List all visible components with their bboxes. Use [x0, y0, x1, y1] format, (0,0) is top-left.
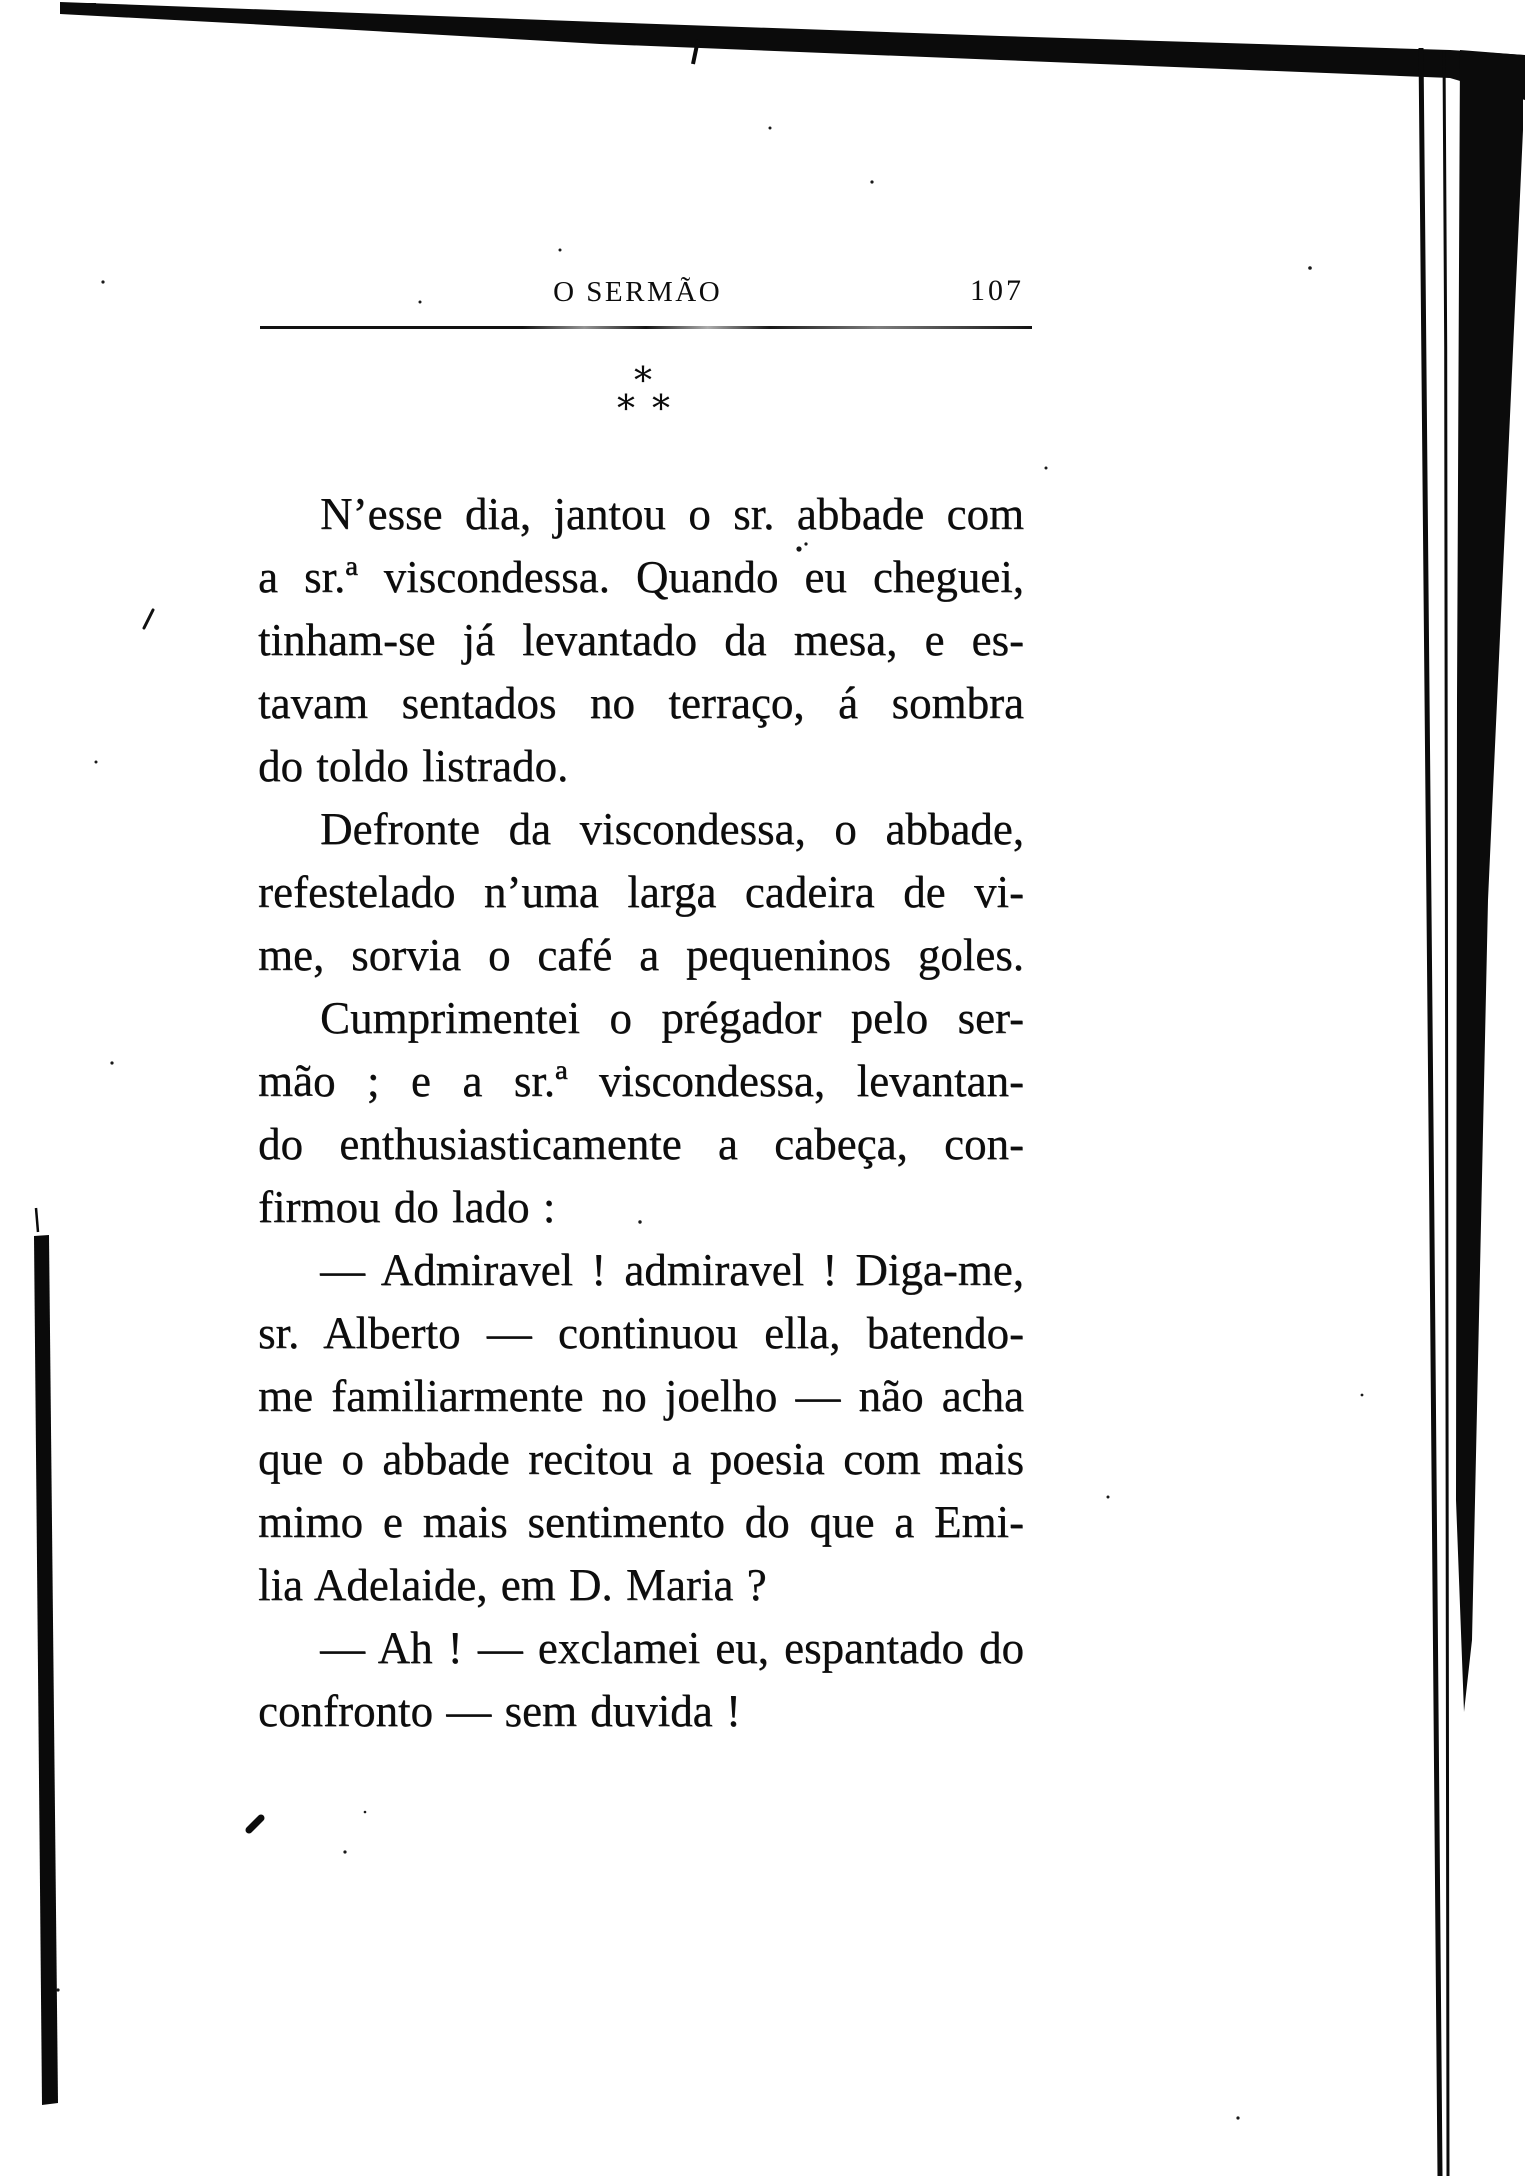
text-line: N’esse dia, jantou o sr. abbade com [320, 489, 1024, 539]
ink-speck [364, 1811, 367, 1814]
text-line: que o abbade recitou a poesia com mais [258, 1434, 1024, 1484]
running-title: O SERMÃO [553, 276, 723, 308]
ink-blot-mark [249, 1818, 261, 1830]
asterisk-ornament: * [617, 389, 635, 430]
ink-speck [1107, 1496, 1110, 1499]
fore-edge-line-outer [1421, 48, 1440, 2176]
fore-edge-line-inner [1444, 50, 1449, 2176]
text-line: Defronte da viscondessa, o abbade, [320, 804, 1024, 854]
header-rule [260, 326, 1032, 329]
ink-speck [343, 1850, 346, 1853]
text-line: refestelado n’uma larga cadeira de vi- [258, 867, 1024, 917]
ink-speck [870, 180, 873, 183]
scan-top-left-nub [78, 3, 96, 12]
text-line: — Admiravel ! admiravel ! Diga-me, [320, 1245, 1024, 1295]
text-line: firmou do lado : [258, 1182, 556, 1232]
left-gutter-bar [34, 1235, 58, 2105]
text-line: tavam sentados no terraço, á sombra [258, 678, 1024, 728]
scan-top-edge-band [60, 2, 1525, 100]
text-line: a sr.ª viscondessa. Quando eu cheguei, [258, 552, 1024, 602]
ink-speck [559, 249, 562, 252]
page-header [258, 268, 1024, 314]
ink-speck [95, 761, 98, 764]
ink-speck [1045, 467, 1048, 470]
ink-speck [56, 1988, 59, 1991]
ink-speck [769, 127, 772, 130]
text-line: sr. Alberto — continuou ella, batendo- [258, 1308, 1024, 1358]
ink-speck [110, 1061, 113, 1064]
asterisk-ornament: * [634, 361, 652, 402]
ink-speck [1361, 1394, 1364, 1397]
text-line: mão ; e a sr.ª viscondessa, levantan- [258, 1056, 1024, 1106]
page-number: 107 [970, 274, 1024, 307]
text-line: me, sorvia o café a pequeninos goles. [258, 930, 1024, 980]
text-line: confronto — sem duvida ! [258, 1686, 741, 1736]
text-line: me familiarmente no joelho — não acha [258, 1371, 1024, 1421]
ink-speck [1236, 2116, 1239, 2119]
text-line: do enthusiasticamente a cabeça, con- [258, 1119, 1024, 1169]
body-text [258, 483, 1024, 1743]
text-line: — Ah ! — exclamei eu, espantado do [320, 1623, 1024, 1673]
ink-speck [1308, 266, 1312, 270]
asterisk-ornament: * [652, 389, 670, 430]
left-gutter-dash [36, 1208, 38, 1232]
book-fore-edge-shadow [1456, 50, 1523, 1712]
ink-speck [101, 280, 104, 283]
text-line: lia Adelaide, em D. Maria ? [258, 1560, 767, 1610]
text-line: Cumprimentei o prégador pelo ser- [320, 993, 1024, 1043]
text-line: do toldo listrado. [258, 741, 569, 791]
text-line: mimo e mais sentimento do que a Emi- [258, 1497, 1024, 1547]
text-line: tinham-se já levantado da mesa, e es- [258, 615, 1024, 665]
margin-slash-mark [144, 610, 153, 628]
